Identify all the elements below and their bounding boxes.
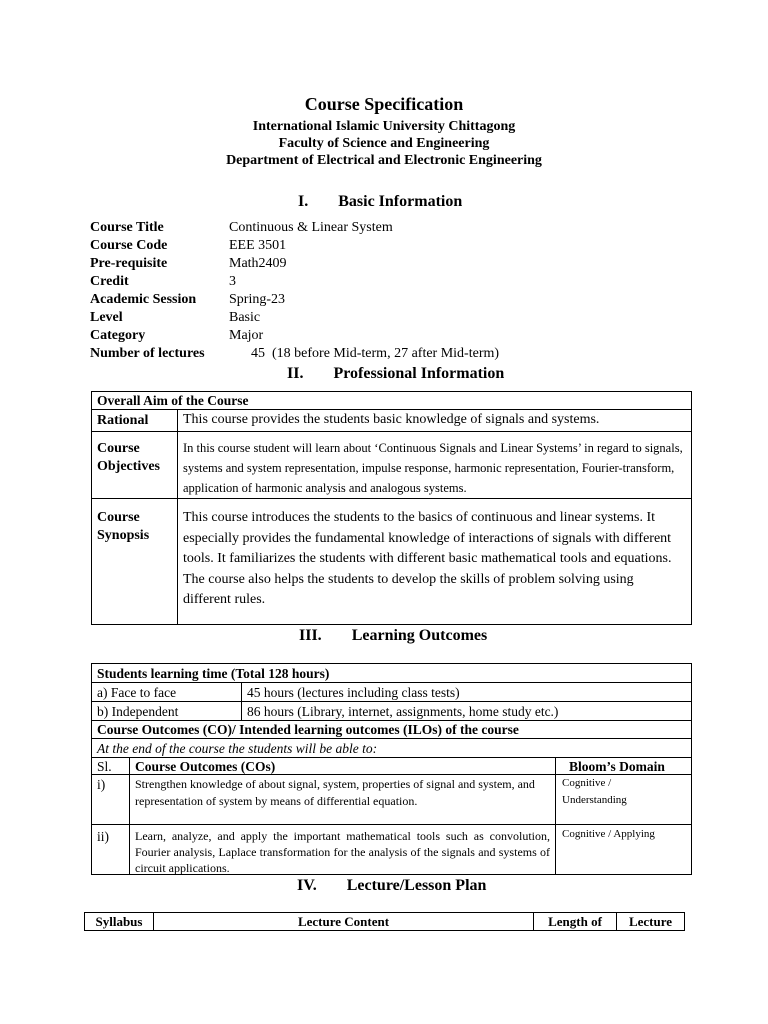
university-name: International Islamic University Chittagong [252,119,516,134]
section-label: Learning Outcomes [351,627,488,644]
info-val-prerequisite: Math2409 [229,256,287,271]
objectives-label-line1: Course [97,441,140,456]
outcome-row-1 [92,775,691,825]
col-length-of: Length of [548,914,602,929]
overall-aim-heading: Overall Aim of the Course [92,392,691,410]
info-val-category: Major [229,328,264,343]
section-number: I. [298,193,309,210]
section-label: Basic Information [338,193,463,210]
info-val-course-title: Continuous & Linear System [229,220,393,235]
face-to-face-row [92,683,691,702]
lesson-plan-table-header [84,912,685,931]
rational-label: Rational [97,413,149,428]
learning-time-divider [241,683,242,721]
outcome-bloom: Cognitive / Understanding [562,777,627,806]
info-val-level: Basic [229,310,261,325]
independent-value: 86 hours (Library, internet, assignments, home study etc.) [247,704,559,719]
info-val-session: Spring-23 [229,292,285,307]
outcome-text: Learn, analyze, and apply the important mathematical tools such as convolution, Fourier analysis, Laplace transformation for the analysis of the signals and systems of circuit applications. [135,829,550,875]
co-heading: Course Outcomes (CO)/ Intended learning outcomes (ILOs) of the course [97,722,519,737]
info-key-course-title: Course Title [90,220,164,235]
info-key-category: Category [90,328,146,343]
face-to-face-label: a) Face to face [97,685,177,700]
synopsis-label-line1: Course [97,510,140,525]
objectives-row [92,432,691,499]
co-intro-row [92,739,691,758]
synopsis-row [92,499,691,624]
learning-time-heading: Students learning time (Total 128 hours) [97,666,330,681]
section-basic-heading [298,193,462,211]
independent-label: b) Independent [97,704,179,719]
section-learning-heading [299,627,487,645]
bloom-column-divider [555,758,556,874]
objectives-label-line2: Objectives [97,459,160,474]
outcome-row-2 [92,825,691,874]
col-syllabus: Syllabus [95,914,143,929]
section-number: IV. [297,877,317,894]
section-label: Lecture/Lesson Plan [346,877,487,894]
col-lecture: Lecture [628,914,673,929]
face-to-face-value: 45 hours (lectures including class tests) [247,685,460,700]
objectives-text: In this course student will learn about ‘Continuous Signals and Linear Systems’ in regard to signals, systems and system representation, impulse response, harmonic representation, Fourier-transform, application of harmonic analysis and analogous systems. [183,441,683,495]
co-header-row [92,758,691,775]
col-sl-header: Sl. [97,759,112,774]
outcome-sl: i) [97,777,106,792]
section-label: Professional Information [333,365,505,382]
faculty-name: Faculty of Science and Engineering [278,136,490,151]
info-key-lectures: Number of lectures [90,346,205,361]
info-key-level: Level [90,310,123,325]
independent-row [92,702,691,721]
sl-column-divider [129,758,130,874]
section-professional-heading [287,365,504,383]
section-number: II. [287,365,304,382]
outcome-text: Strengthen knowledge of about signal, system, properties of signal and system, and representation of system by means of differential equation. [135,777,535,808]
learning-time-row [92,664,691,683]
rational-row [92,410,691,432]
synopsis-text: This course introduces the students to the basics of continuous and linear systems. It especially provides the fundamental knowledge of interactions of signals with different tools. It familiarizes the students with different basic mathematical tools and equations. The course also helps the students to develop the skills of problem solving using different rules. [183,510,672,607]
section-number: III. [299,627,322,644]
info-val-course-code: EEE 3501 [229,238,287,253]
rational-text: This course provides the students basic knowledge of signals and systems. [183,412,600,427]
outcome-sl: ii) [97,829,109,844]
outcome-bloom: Cognitive / Applying [562,828,655,840]
document-title: Course Specification [304,94,464,114]
professional-info-table [91,391,692,625]
col-co-header: Course Outcomes (COs) [135,759,276,774]
info-val-credit: 3 [229,274,236,289]
synopsis-label-line2: Synopsis [97,528,150,543]
col-lecture-content: Lecture Content [297,914,390,929]
info-key-prerequisite: Pre-requisite [90,256,168,271]
co-intro: At the end of the course the students will be able to: [97,741,378,756]
co-heading-row [92,721,691,739]
info-key-credit: Credit [90,274,129,289]
info-key-course-code: Course Code [90,238,168,253]
info-key-session: Academic Session [90,292,197,307]
section-lecture-heading [297,877,486,895]
department-name: Department of Electrical and Electronic Engineering [226,153,542,168]
info-val-lectures: 45 (18 before Mid-term, 27 after Mid-term) [251,346,500,361]
col-bloom-header: Bloom’s Domain [569,759,665,774]
learning-outcomes-table [91,663,692,875]
